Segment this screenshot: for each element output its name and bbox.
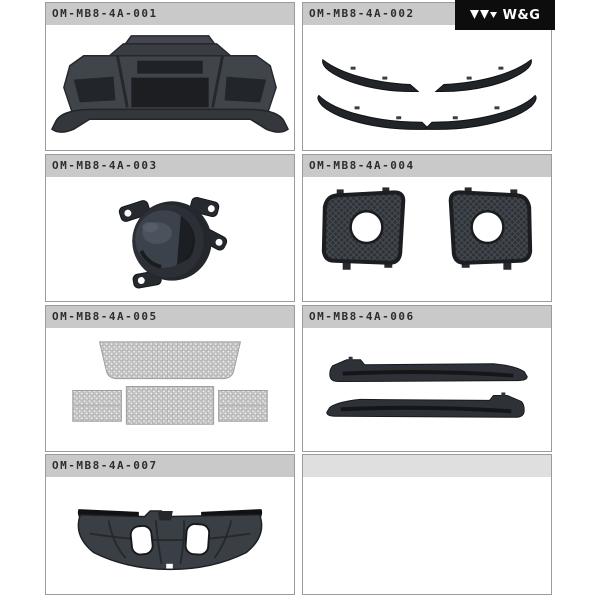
brand-logo-text: W&G xyxy=(502,7,541,23)
front-bumper-illustration xyxy=(46,25,294,150)
product-image-side-skirts xyxy=(303,328,551,451)
part-number-label: OM-MB8-4A-005 xyxy=(46,306,294,328)
part-cell-006 xyxy=(302,305,552,452)
part-cell-003 xyxy=(45,154,295,302)
fog-lamp-cover-pair-illustration xyxy=(303,177,551,301)
trim-strip-set-illustration xyxy=(303,25,551,150)
product-image-fog-lamp xyxy=(46,177,294,301)
part-cell-007 xyxy=(45,454,295,595)
empty-cell-body xyxy=(303,477,551,594)
part-number-label: OM-MB8-4A-003 xyxy=(46,155,294,177)
product-image-trim-strips xyxy=(303,25,551,150)
part-cell-004 xyxy=(302,154,552,302)
side-skirt-pair-illustration xyxy=(303,328,551,451)
three-pennants-icon xyxy=(470,9,498,21)
part-number-label: OM-MB8-4A-007 xyxy=(46,455,294,477)
mesh-grille-set-illustration xyxy=(46,328,294,451)
fog-lamp-illustration xyxy=(46,177,294,301)
product-image-splash-shield xyxy=(46,477,294,594)
part-cell-empty xyxy=(302,454,552,595)
product-image-fog-lamp-covers xyxy=(303,177,551,301)
part-number-label: OM-MB8-4A-004 xyxy=(303,155,551,177)
part-cell-001 xyxy=(45,2,295,151)
part-number-label: OM-MB8-4A-002 xyxy=(303,3,551,25)
part-cell-005 xyxy=(45,305,295,452)
brand-logo xyxy=(455,0,555,30)
product-image-front-bumper xyxy=(46,25,294,150)
engine-splash-shield-illustration xyxy=(46,477,294,594)
product-image-mesh-grilles xyxy=(46,328,294,451)
part-number-label: OM-MB8-4A-001 xyxy=(46,3,294,25)
part-number-label: OM-MB8-4A-006 xyxy=(303,306,551,328)
part-number-label-empty xyxy=(303,455,551,477)
